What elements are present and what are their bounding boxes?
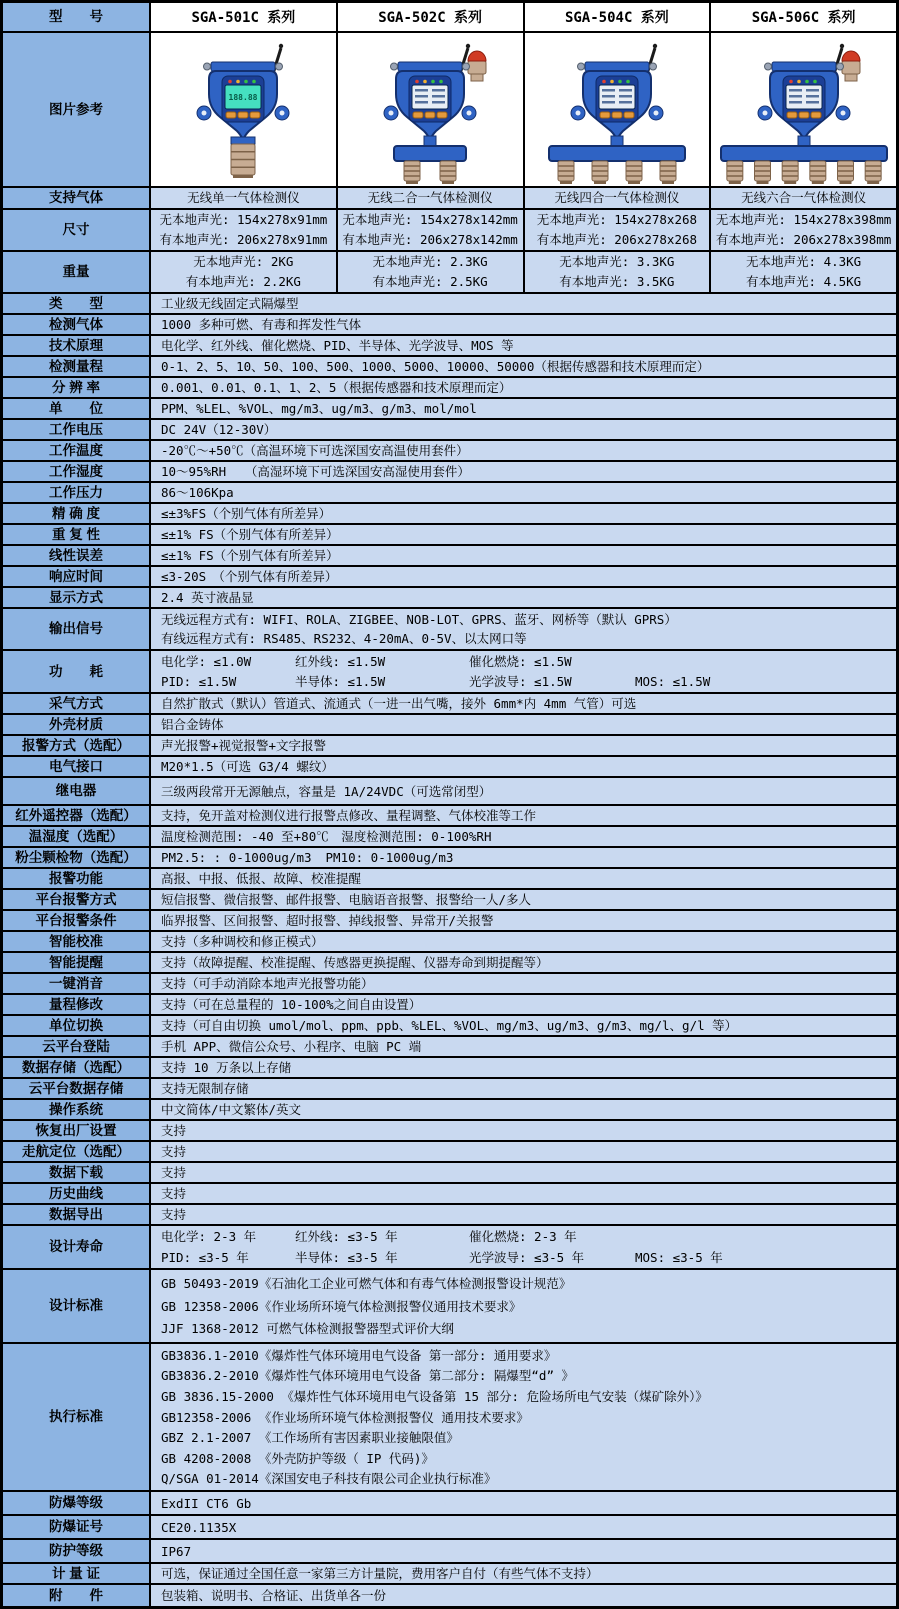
spec-value-cell: [151, 1058, 896, 1077]
spec-value-segment: 电化学: 2-3 年: [161, 1229, 257, 1245]
spec-row: [3, 315, 896, 336]
spec-value: GB 4208-2008 《外壳防护等级（ IP 代码)》: [161, 1450, 434, 1466]
spec-label: 计 量 证: [3, 1564, 151, 1583]
spec-row: [3, 757, 896, 778]
spec-value: 电化学、红外线、催化燃烧、PID、半导体、光学波导、MOS 等: [161, 338, 514, 353]
spec-label: 防爆等级: [3, 1492, 151, 1514]
spec-label: 报警方式（选配）: [3, 736, 151, 755]
spec-value-segment: 光学波导: ≤1.5W: [469, 674, 572, 689]
spec-value-line: [161, 1248, 892, 1267]
spec-label: 外壳材质: [3, 715, 151, 734]
spec-value: 支持（故障提醒、校准提醒、传感器更换提醒、仪器寿命到期提醒等）: [161, 955, 549, 970]
compare-value: 有本地声光: 4.5KG: [746, 273, 862, 289]
spec-row: [3, 1226, 896, 1270]
spec-row: [3, 1540, 896, 1564]
spec-value-cell: [151, 315, 896, 334]
spec-value: CE20.1135X: [161, 1519, 237, 1535]
spec-label: 输出信号: [3, 609, 151, 649]
spec-value: 支持: [161, 1123, 187, 1138]
model-header-cell: [151, 3, 338, 31]
spec-value-cell: [151, 546, 896, 565]
compare-value: 有本地声光: 206x278x398mm: [715, 231, 892, 247]
compare-row: [3, 252, 896, 294]
spec-label: 工作压力: [3, 483, 151, 502]
spec-value: JJF 1368-2012 可燃气体检测报警器型式评价大纲: [161, 1321, 454, 1337]
spec-value-segment: 催化燃烧: 2-3 年: [469, 1229, 577, 1245]
spec-value-segment: 半导体: ≤1.5W: [295, 674, 386, 689]
wireless-6in1-gas-detector-image: [711, 34, 896, 185]
compare-value: 有本地声光: 206x278x91mm: [159, 231, 328, 247]
spec-row: [3, 420, 896, 441]
compare-value-cell: [338, 188, 525, 208]
spec-row: [3, 357, 896, 378]
spec-value: 三级两段常开无源触点，容量是 1A/24VDC（可选常闭型）: [161, 783, 492, 799]
compare-value: 无线二合一气体检测仪: [367, 190, 493, 205]
spec-row: [3, 588, 896, 609]
spec-value: ≤3-20S （个别气体有所差异）: [161, 569, 338, 584]
spec-label: 量程修改: [3, 995, 151, 1014]
spec-value: 自然扩散式（默认）管道式、流通式（一进一出气嘴，接外 6mm*内 4mm 气管）可选: [161, 696, 637, 711]
spec-label: 操作系统: [3, 1100, 151, 1119]
spec-row: [3, 974, 896, 995]
compare-row-label: 尺寸: [3, 210, 151, 250]
spec-value: IP67: [161, 1543, 192, 1559]
spec-row: [3, 378, 896, 399]
spec-value: 86～106Kpa: [161, 485, 234, 500]
compare-value: 有本地声光: 206x278x142mm: [342, 231, 518, 247]
spec-label: 工作温度: [3, 441, 151, 460]
wireless-2in1-gas-detector-image: [338, 34, 523, 185]
spec-row: [3, 911, 896, 932]
spec-row: [3, 1492, 896, 1516]
spec-value: 2.4 英寸液晶显: [161, 590, 254, 605]
compare-value: 无本地声光: 154x278x398mm: [715, 212, 892, 228]
spec-value-cell: [151, 827, 896, 846]
spec-row: [3, 778, 896, 806]
compare-row: [3, 210, 896, 252]
spec-value: 无线远程方式有: WIFI、ROLA、ZIGBEE、NOB-LOT、GPRS、蓝牙、网桥等（默认 GPRS）: [161, 611, 677, 627]
spec-value: M20*1.5（可选 G3/4 螺纹）: [161, 759, 334, 774]
spec-value: 短信报警、微信报警、邮件报警、电脑语音报警、报警给一人/多人: [161, 892, 532, 907]
spec-row: [3, 567, 896, 588]
spec-row: [3, 1564, 896, 1585]
spec-value-cell: [151, 399, 896, 418]
spec-value: 温度检测范围: -40 至+80℃ 湿度检测范围: 0-100%RH: [161, 829, 492, 844]
spec-value-cell: [151, 995, 896, 1014]
spec-value-segment: PID: ≤3-5 年: [161, 1249, 249, 1265]
spec-value-cell: [151, 462, 896, 481]
spec-value-segment: 光学波导: ≤3-5 年: [469, 1249, 585, 1265]
spec-value-line: [161, 848, 892, 867]
spec-label: 线性误差: [3, 546, 151, 565]
spec-row: [3, 1163, 896, 1184]
spec-label: 智能提醒: [3, 953, 151, 972]
compare-value: 无本地声光: 2.3KG: [372, 254, 488, 270]
spec-row: [3, 848, 896, 869]
spec-value: 支持无限制存储: [161, 1081, 249, 1096]
spec-value-cell: [151, 1142, 896, 1161]
model-header-label: 型 号: [3, 3, 151, 31]
spec-label: 平台报警条件: [3, 911, 151, 930]
spec-value-cell: [151, 848, 896, 867]
spec-label: 工作电压: [3, 420, 151, 439]
model-name: SGA-501C 系列: [191, 10, 296, 26]
spec-value-cell: [151, 1184, 896, 1203]
compare-value: 无线四合一气体检测仪: [554, 190, 680, 205]
spec-row: [3, 1016, 896, 1037]
compare-value: 有本地声光: 206x278x268: [536, 231, 698, 247]
spec-label: 报警功能: [3, 869, 151, 888]
spec-value-cell: [151, 357, 896, 376]
spec-label: 数据下载: [3, 1163, 151, 1182]
model-name: SGA-502C 系列: [378, 10, 483, 26]
spec-value-cell: [151, 1163, 896, 1182]
spec-label: 检测气体: [3, 315, 151, 334]
spec-value: GB12358-2006 《作业场所环境气体检测报警仪 通用技术要求》: [161, 1409, 529, 1425]
product-image-cell: [711, 33, 896, 186]
model-name: SGA-504C 系列: [564, 10, 669, 26]
spec-value: 声光报警+视觉报警+文字报警: [161, 738, 327, 753]
spec-value-segment: 电化学: ≤1.0W: [161, 654, 252, 669]
spec-label: 工作湿度: [3, 462, 151, 481]
compare-value-cell: [711, 210, 896, 250]
spec-row: [3, 806, 896, 827]
spec-label: 走航定位（选配）: [3, 1142, 151, 1161]
spec-value: GB3836.2-2010《爆炸性气体环境用电气设备 第二部分: 隔爆型“d” 》: [161, 1368, 575, 1384]
spec-row: [3, 932, 896, 953]
spec-value-cell: [151, 1016, 896, 1035]
compare-value: 无本地声光: 3.3KG: [559, 254, 675, 270]
spec-value: ≤±3%FS（个别气体有所差异）: [161, 506, 332, 521]
compare-value-cell: [525, 188, 712, 208]
spec-value-cell: [151, 1585, 896, 1606]
spec-value-cell: [151, 1540, 896, 1562]
spec-value-cell: [151, 1270, 896, 1342]
spec-value-cell: [151, 1492, 896, 1514]
spec-row: [3, 1205, 896, 1226]
spec-value-cell: [151, 609, 896, 649]
spec-label: 执行标准: [3, 1344, 151, 1490]
spec-row: [3, 1079, 896, 1100]
spec-row: [3, 609, 896, 651]
spec-value-cell: [151, 911, 896, 930]
spec-label: 类 型: [3, 294, 151, 313]
spec-value-cell: [151, 1205, 896, 1224]
spec-row: [3, 1142, 896, 1163]
spec-row: [3, 651, 896, 694]
compare-value: 有本地声光: 3.5KG: [559, 273, 675, 289]
spec-value-cell: [151, 483, 896, 502]
spec-value: 支持（可手动消除本地声光报警功能）: [161, 976, 374, 991]
model-header-cell: [338, 3, 525, 31]
spec-value: GB3836.1-2010《爆炸性气体环境用电气设备 第一部分: 通用要求》: [161, 1347, 557, 1363]
spec-value: GB 50493-2019《石油化工企业可燃气体和有毒气体检测报警设计规范》: [161, 1275, 572, 1291]
spec-label: 防护等级: [3, 1540, 151, 1562]
spec-label: 数据导出: [3, 1205, 151, 1224]
spec-row: [3, 1516, 896, 1540]
spec-value-cell: [151, 294, 896, 313]
spec-value-cell: [151, 806, 896, 825]
compare-value: 有本地声光: 2.2KG: [185, 273, 301, 289]
spec-value-segment: 半导体: ≤3-5 年: [295, 1249, 398, 1265]
compare-value: 无线六合一气体检测仪: [741, 190, 867, 205]
spec-value: 0-1、2、5、10、50、100、500、1000、5000、10000、50000（根据传感器和技术原理而定）: [161, 359, 710, 374]
spec-value-cell: [151, 890, 896, 909]
spec-value: GB 3836.15-2000 《爆炸性气体环境用电气设备第 15 部分: 危险场所电气安装（煤矿除外）》: [161, 1388, 708, 1404]
spec-value: 高报、中报、低报、故障、校准提醒: [161, 871, 362, 886]
compare-row-label: 重量: [3, 252, 151, 292]
spec-value-cell: [151, 378, 896, 397]
spec-label: 精 确 度: [3, 504, 151, 523]
spec-row: [3, 441, 896, 462]
spec-row: [3, 1058, 896, 1079]
spec-value: 1000 多种可燃、有毒和挥发性气体: [161, 317, 362, 332]
spec-row: [3, 399, 896, 420]
spec-value: 铝合金铸体: [161, 717, 224, 732]
spec-row: [3, 504, 896, 525]
spec-row: [3, 1585, 896, 1606]
spec-row: [3, 869, 896, 890]
spec-value: -20℃～+50℃（高温环境下可选深国安高温使用套件）: [161, 443, 469, 458]
spec-value-cell: [151, 715, 896, 734]
spec-value-line: [161, 1227, 892, 1246]
model-name: SGA-506C 系列: [751, 10, 856, 26]
spec-value: 手机 APP、微信公众号、小程序、电脑 PC 端: [161, 1039, 422, 1054]
spec-label: 设计标准: [3, 1270, 151, 1342]
spec-value-cell: [151, 567, 896, 586]
spec-value-cell: [151, 441, 896, 460]
compare-value: 有本地声光: 2.5KG: [372, 273, 488, 289]
spec-label: 恢复出厂设置: [3, 1121, 151, 1140]
compare-value: 无线单一气体检测仪: [187, 190, 300, 205]
spec-row: [3, 1184, 896, 1205]
spec-value: 支持: [161, 1207, 187, 1222]
spec-label: 重 复 性: [3, 525, 151, 544]
spec-row: [3, 483, 896, 504]
wireless-single-gas-detector-image: [151, 34, 336, 185]
compare-value: 无本地声光: 154x278x91mm: [159, 212, 328, 228]
spec-value: ≤±1% FS（个别气体有所差异）: [161, 548, 339, 563]
spec-label: 单位切换: [3, 1016, 151, 1035]
spec-value-cell: [151, 588, 896, 607]
compare-row-label: 支持气体: [3, 188, 151, 208]
spec-label: 红外遥控器（选配）: [3, 806, 151, 825]
spec-label: 电气接口: [3, 757, 151, 776]
product-image-cell: [338, 33, 525, 186]
spec-value-line: [161, 672, 892, 691]
spec-value-cell: [151, 694, 896, 713]
spec-value-cell: [151, 1037, 896, 1056]
spec-label: 检测量程: [3, 357, 151, 376]
spec-label: 防爆证号: [3, 1516, 151, 1538]
spec-label: 采气方式: [3, 694, 151, 713]
spec-label: 一键消音: [3, 974, 151, 993]
spec-value: ExdII CT6 Gb: [161, 1495, 252, 1511]
spec-value-cell: [151, 1564, 896, 1583]
spec-row: [3, 336, 896, 357]
spec-label: 功 耗: [3, 651, 151, 692]
svg-text:188.88: 188.88: [228, 93, 258, 102]
spec-row: [3, 546, 896, 567]
spec-label: 平台报警方式: [3, 890, 151, 909]
spec-row: [3, 715, 896, 736]
image-row-label: 图片参考: [3, 33, 151, 186]
spec-value-cell: [151, 336, 896, 355]
spec-value-cell: [151, 1344, 896, 1490]
spec-row: [3, 1037, 896, 1058]
spec-value: 工业级无线固定式隔爆型: [161, 296, 299, 311]
spec-row: [3, 294, 896, 315]
spec-value: 支持 10 万条以上存储: [161, 1060, 292, 1075]
spec-value: GBZ 2.1-2007 《工作场所有害因素职业接触限值》: [161, 1430, 459, 1446]
spec-value-segment: 催化燃烧: ≤1.5W: [469, 654, 572, 669]
spec-value: DC 24V（12-30V）: [161, 422, 277, 437]
spec-value-cell: [151, 504, 896, 523]
compare-row: [3, 188, 896, 210]
wireless-4in1-gas-detector-image: [525, 34, 710, 185]
spec-label: 附 件: [3, 1585, 151, 1606]
spec-value-cell: [151, 1516, 896, 1538]
spec-value: 支持（可自由切换 umol/mol、ppm、ppb、%LEL、%VOL、mg/m3、ug/m3、g/m3、mg/l、g/l 等）: [161, 1018, 738, 1033]
spec-value-segment: PM10: 0-1000ug/m3: [325, 850, 454, 865]
compare-value-cell: [151, 252, 338, 292]
spec-value-segment: 红外线: ≤1.5W: [295, 654, 386, 669]
spec-value-segment: PID: ≤1.5W: [161, 674, 237, 689]
spec-row: [3, 953, 896, 974]
spec-value: 临界报警、区间报警、超时报警、掉线报警、异常开/关报警: [161, 913, 494, 928]
model-header-cell: [711, 3, 896, 31]
compare-value: 无本地声光: 154x278x268: [536, 212, 698, 228]
compare-value-cell: [525, 252, 712, 292]
product-image-row: [3, 33, 896, 188]
compare-value-cell: [338, 210, 525, 250]
model-header-row: [3, 3, 896, 33]
spec-value: 支持: [161, 1186, 187, 1201]
spec-label: 温湿度（选配）: [3, 827, 151, 846]
compare-value-cell: [151, 188, 338, 208]
spec-label: 粉尘颗检物（选配）: [3, 848, 151, 867]
spec-label: 继电器: [3, 778, 151, 804]
spec-value: GB 12358-2006《作业场所环境气体检测报警仪通用技术要求》: [161, 1298, 522, 1314]
product-image-cell: [525, 33, 712, 186]
spec-value: 有线远程方式有: RS485、RS232、4-20mA、0-5V、以太网口等: [161, 631, 527, 647]
spec-label: 单 位: [3, 399, 151, 418]
spec-value-cell: [151, 953, 896, 972]
compare-value-cell: [338, 252, 525, 292]
spec-value-cell: [151, 869, 896, 888]
spec-value: PPM、%LEL、%VOL、mg/m3、ug/m3、g/m3、mol/mol: [161, 401, 477, 416]
spec-row: [3, 995, 896, 1016]
spec-value-segment: MOS: ≤1.5W: [635, 674, 711, 689]
spec-value-cell: [151, 651, 896, 692]
compare-value: 无本地声光: 4.3KG: [746, 254, 862, 270]
spec-label: 云平台数据存储: [3, 1079, 151, 1098]
spec-label: 历史曲线: [3, 1184, 151, 1203]
compare-value-cell: [151, 210, 338, 250]
spec-value: 支持: [161, 1165, 187, 1180]
spec-value: ≤±1% FS（个别气体有所差异）: [161, 527, 339, 542]
spec-row: [3, 736, 896, 757]
spec-value: 中文简体/中文繁体/英文: [161, 1102, 302, 1117]
compare-value: 无本地声光: 2KG: [193, 254, 294, 270]
spec-value-cell: [151, 932, 896, 951]
spec-value: 支持（多种调校和修正模式）: [161, 934, 324, 949]
spec-row: [3, 1121, 896, 1142]
spec-value: 0.001、0.01、0.1、1、2、5（根据传感器和技术原理而定）: [161, 380, 512, 395]
spec-value-cell: [151, 778, 896, 804]
spec-row: [3, 1270, 896, 1344]
spec-value-segment: 红外线: ≤3-5 年: [295, 1229, 398, 1245]
spec-label: 技术原理: [3, 336, 151, 355]
spec-row: [3, 890, 896, 911]
spec-label: 分 辨 率: [3, 378, 151, 397]
spec-value-cell: [151, 525, 896, 544]
spec-value: 支持（可在总量程的 10-100%之间自由设置）: [161, 997, 422, 1012]
compare-value: 无本地声光: 154x278x142mm: [342, 212, 518, 228]
spec-value: 可选，保证通过全国任意一家第三方计量院，费用客户自付（有些气体不支持）: [161, 1566, 599, 1581]
spec-label: 云平台登陆: [3, 1037, 151, 1056]
spec-value-cell: [151, 736, 896, 755]
compare-value-cell: [711, 252, 896, 292]
spec-value-cell: [151, 1226, 896, 1268]
spec-value-cell: [151, 974, 896, 993]
spec-label: 响应时间: [3, 567, 151, 586]
spec-row: [3, 1344, 896, 1492]
compare-value-cell: [711, 188, 896, 208]
spec-label: 智能校准: [3, 932, 151, 951]
spec-value-cell: [151, 420, 896, 439]
spec-row: [3, 525, 896, 546]
spec-row: [3, 827, 896, 848]
spec-value-cell: [151, 1121, 896, 1140]
spec-label: 设计寿命: [3, 1226, 151, 1268]
spec-row: [3, 1100, 896, 1121]
spec-value-segment: MOS: ≤3-5 年: [635, 1249, 723, 1265]
spec-value: 支持: [161, 1144, 187, 1159]
model-header-cell: [525, 3, 712, 31]
compare-value-cell: [525, 210, 712, 250]
spec-label: 数据存储（选配）: [3, 1058, 151, 1077]
spec-label: 显示方式: [3, 588, 151, 607]
spec-value-cell: [151, 1100, 896, 1119]
spec-value-cell: [151, 1079, 896, 1098]
spec-value-segment: PM2.5: : 0-1000ug/m3: [161, 850, 312, 865]
spec-row: [3, 462, 896, 483]
spec-row: [3, 694, 896, 715]
spec-value: 10～95%RH （高湿环境下可选深国安高湿使用套件）: [161, 464, 470, 479]
product-image-cell: [151, 33, 338, 186]
spec-value: 支持，免开盖对检测仪进行报警点修改、量程调整、气体校准等工作: [161, 808, 537, 823]
spec-value-cell: [151, 757, 896, 776]
spec-value-line: [161, 652, 892, 671]
spec-value: Q/SGA 01-2014《深国安电子科技有限公司企业执行标准》: [161, 1471, 497, 1487]
spec-value: 包装箱、说明书、合格证、出货单各一份: [161, 1588, 387, 1603]
